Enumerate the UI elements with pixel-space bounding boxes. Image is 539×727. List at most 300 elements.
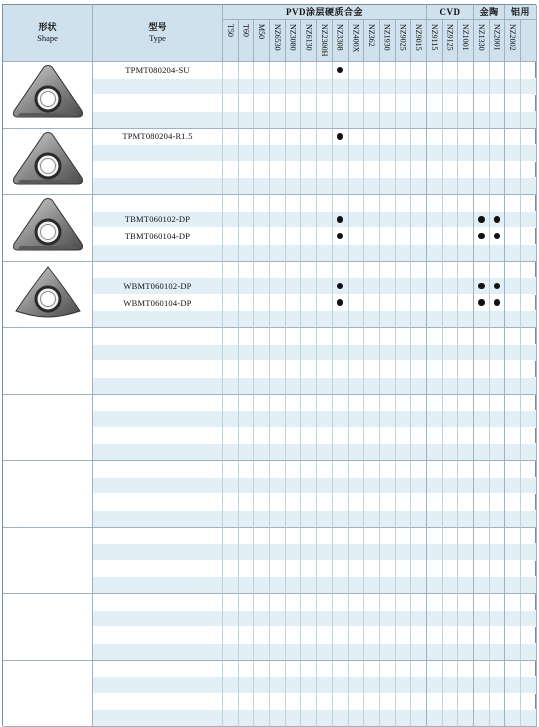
grade-subrow bbox=[505, 511, 520, 527]
grade-subrow bbox=[521, 129, 536, 146]
grade-cell bbox=[364, 395, 380, 462]
type-subrow bbox=[93, 710, 222, 726]
grade-cell bbox=[270, 262, 286, 329]
grade-subrow bbox=[380, 494, 395, 511]
grade-cell bbox=[270, 528, 286, 595]
grade-subrow bbox=[521, 262, 536, 279]
grade-subrow bbox=[474, 478, 489, 495]
grade-subrow bbox=[364, 278, 379, 295]
grade-subrow bbox=[364, 228, 379, 245]
grade-cell bbox=[301, 528, 317, 595]
grade-subrow bbox=[411, 511, 426, 527]
grade-subrow bbox=[270, 178, 285, 194]
grade-subrow bbox=[333, 528, 348, 545]
grade-subrow bbox=[223, 627, 238, 644]
type-subrow bbox=[93, 511, 222, 527]
header-grade: NZ9125 bbox=[443, 20, 459, 62]
grade-subrow bbox=[411, 112, 426, 128]
grade-subrow bbox=[505, 577, 520, 593]
type-cell bbox=[93, 594, 223, 661]
grade-subrow bbox=[301, 444, 316, 460]
grade-subrow bbox=[333, 311, 348, 327]
header-shape-en: Shape bbox=[37, 33, 58, 43]
grade-subrow bbox=[427, 461, 442, 478]
grade-subrow bbox=[380, 262, 395, 279]
grade-subrow bbox=[521, 162, 536, 179]
grade-subrow bbox=[443, 195, 458, 212]
grade-cell bbox=[223, 594, 239, 661]
grade-subrow bbox=[239, 461, 254, 478]
grade-subrow bbox=[396, 345, 411, 362]
grade-subrow bbox=[474, 311, 489, 327]
grade-subrow bbox=[364, 361, 379, 378]
grade-subrow bbox=[239, 62, 254, 79]
grade-subrow bbox=[411, 228, 426, 245]
grade-subrow bbox=[490, 378, 505, 394]
grade-subrow bbox=[317, 544, 332, 561]
grade-cell bbox=[270, 461, 286, 528]
grade-subrow bbox=[223, 478, 238, 495]
grade-subrow bbox=[286, 644, 301, 660]
grade-subrow bbox=[239, 129, 254, 146]
grade-subrow bbox=[505, 95, 520, 112]
grade-subrow bbox=[317, 195, 332, 212]
grade-subrow bbox=[521, 228, 536, 245]
grade-subrow bbox=[254, 611, 269, 628]
grade-subrow bbox=[286, 95, 301, 112]
grade-subrow bbox=[349, 661, 364, 678]
grade-subrow bbox=[301, 428, 316, 445]
grade-cell bbox=[521, 395, 537, 462]
header-group: 金陶 bbox=[474, 5, 505, 20]
grade-subrow bbox=[239, 544, 254, 561]
grade-subrow bbox=[223, 444, 238, 460]
grade-cell bbox=[474, 129, 490, 196]
type-subrow bbox=[93, 561, 222, 578]
grade-subrow bbox=[505, 311, 520, 327]
header-grade bbox=[521, 20, 537, 62]
header-grade: T60 bbox=[239, 20, 255, 62]
grade-subrow bbox=[333, 661, 348, 678]
grade-subrow bbox=[286, 328, 301, 345]
grade-subrow bbox=[317, 561, 332, 578]
grade-subrow bbox=[364, 245, 379, 261]
grade-subrow bbox=[364, 444, 379, 460]
type-code: TBMT060104-DP bbox=[124, 231, 191, 242]
grade-subrow bbox=[286, 478, 301, 495]
grade-subrow bbox=[364, 311, 379, 327]
grade-cell bbox=[505, 328, 521, 395]
grade-subrow bbox=[317, 611, 332, 628]
grade-subrow bbox=[521, 627, 536, 644]
grade-subrow bbox=[443, 212, 458, 229]
grade-subrow bbox=[270, 228, 285, 245]
grade-subrow bbox=[380, 228, 395, 245]
grade-subrow bbox=[239, 627, 254, 644]
type-subrow bbox=[93, 611, 222, 628]
grade-subrow bbox=[333, 694, 348, 711]
grade-subrow bbox=[301, 461, 316, 478]
grade-subrow bbox=[333, 461, 348, 478]
grade-subrow bbox=[239, 262, 254, 279]
grade-cell bbox=[505, 195, 521, 262]
header-type-cn: 型号 bbox=[148, 22, 167, 32]
grade-subrow bbox=[490, 494, 505, 511]
grade-subrow bbox=[239, 95, 254, 112]
grade-subrow bbox=[317, 129, 332, 146]
grade-cell bbox=[411, 594, 427, 661]
grade-subrow bbox=[254, 79, 269, 96]
grade-subrow bbox=[380, 577, 395, 593]
grade-subrow bbox=[349, 561, 364, 578]
grade-subrow bbox=[349, 528, 364, 545]
grade-subrow bbox=[301, 710, 316, 726]
grade-cell bbox=[458, 328, 474, 395]
grade-subrow bbox=[411, 145, 426, 162]
grade-subrow bbox=[270, 361, 285, 378]
grade-cell bbox=[474, 328, 490, 395]
grade-cell bbox=[411, 661, 427, 727]
header-grade: NZ9025 bbox=[396, 20, 412, 62]
grade-subrow bbox=[317, 411, 332, 428]
grade-cell bbox=[474, 195, 490, 262]
grade-subrow bbox=[333, 62, 348, 79]
grade-subrow bbox=[490, 112, 505, 128]
grade-subrow bbox=[411, 644, 426, 660]
recommended-dot-icon bbox=[337, 216, 344, 223]
grade-subrow bbox=[223, 129, 238, 146]
grade-subrow bbox=[490, 444, 505, 460]
grade-subrow bbox=[270, 528, 285, 545]
grade-subrow bbox=[427, 378, 442, 394]
grade-subrow bbox=[505, 262, 520, 279]
grade-subrow bbox=[443, 311, 458, 327]
grade-subrow bbox=[458, 228, 473, 245]
grade-cell bbox=[223, 328, 239, 395]
grade-subrow bbox=[505, 79, 520, 96]
grade-subrow bbox=[474, 411, 489, 428]
grade-cell bbox=[239, 328, 255, 395]
grade-subrow bbox=[286, 361, 301, 378]
header-group: 铝用 bbox=[505, 5, 536, 20]
grade-subrow bbox=[349, 611, 364, 628]
grade-subrow bbox=[286, 195, 301, 212]
grade-subrow bbox=[317, 228, 332, 245]
grade-subrow bbox=[411, 677, 426, 694]
grade-subrow bbox=[349, 694, 364, 711]
grade-subrow bbox=[380, 694, 395, 711]
grade-subrow bbox=[443, 395, 458, 412]
type-subrow bbox=[93, 428, 222, 445]
grade-subrow bbox=[474, 212, 489, 229]
grade-subrow bbox=[458, 95, 473, 112]
grade-subrow bbox=[270, 62, 285, 79]
grade-cell bbox=[380, 328, 396, 395]
grade-subrow bbox=[458, 677, 473, 694]
grade-cell bbox=[458, 195, 474, 262]
grade-subrow bbox=[254, 644, 269, 660]
grade-cell bbox=[333, 528, 349, 595]
grade-subrow bbox=[474, 278, 489, 295]
grade-subrow bbox=[317, 62, 332, 79]
grade-subrow bbox=[474, 378, 489, 394]
grade-subrow bbox=[254, 278, 269, 295]
grade-subrow bbox=[490, 661, 505, 678]
grade-cell bbox=[380, 129, 396, 196]
header-grade: NZ6130 bbox=[301, 20, 317, 62]
grade-subrow bbox=[443, 444, 458, 460]
grade-subrow bbox=[505, 62, 520, 79]
grade-subrow bbox=[521, 328, 536, 345]
grade-subrow bbox=[286, 561, 301, 578]
grade-subrow bbox=[427, 611, 442, 628]
grade-cell bbox=[490, 328, 506, 395]
type-subrow bbox=[93, 594, 222, 611]
shape-cell bbox=[3, 528, 93, 595]
grade-cell bbox=[301, 262, 317, 329]
grade-subrow bbox=[270, 694, 285, 711]
grade-subrow bbox=[411, 395, 426, 412]
grade-subrow bbox=[239, 644, 254, 660]
grade-subrow bbox=[364, 627, 379, 644]
grade-cell bbox=[427, 62, 443, 129]
grade-subrow bbox=[317, 478, 332, 495]
grade-subrow bbox=[349, 262, 364, 279]
grade-subrow bbox=[301, 112, 316, 128]
grade-subrow bbox=[490, 411, 505, 428]
grade-subrow bbox=[301, 395, 316, 412]
grade-subrow bbox=[427, 345, 442, 362]
grade-subrow bbox=[521, 710, 536, 726]
grade-subrow bbox=[458, 528, 473, 545]
grade-subrow bbox=[349, 428, 364, 445]
grade-subrow bbox=[380, 710, 395, 726]
grade-subrow bbox=[333, 494, 348, 511]
grade-subrow bbox=[301, 677, 316, 694]
type-subrow bbox=[93, 262, 222, 279]
grade-cell bbox=[286, 62, 302, 129]
grade-subrow bbox=[364, 411, 379, 428]
grade-subrow bbox=[490, 677, 505, 694]
grade-subrow bbox=[411, 245, 426, 261]
type-subrow bbox=[93, 245, 222, 261]
grade-subrow bbox=[458, 62, 473, 79]
grade-subrow bbox=[270, 611, 285, 628]
type-subrow bbox=[93, 478, 222, 495]
recommended-dot-icon bbox=[478, 233, 485, 240]
type-code: TPMT080204-SU bbox=[125, 64, 190, 75]
grade-subrow bbox=[364, 212, 379, 229]
grade-cell bbox=[364, 129, 380, 196]
grade-subrow bbox=[239, 311, 254, 327]
grade-subrow bbox=[505, 228, 520, 245]
grade-cell bbox=[301, 328, 317, 395]
grade-subrow bbox=[474, 129, 489, 146]
grade-subrow bbox=[317, 79, 332, 96]
grade-subrow bbox=[490, 311, 505, 327]
grade-subrow bbox=[270, 544, 285, 561]
recommended-dot-icon bbox=[337, 299, 344, 306]
type-cell bbox=[93, 328, 223, 395]
recommended-dot-icon bbox=[494, 216, 501, 223]
grade-subrow bbox=[349, 361, 364, 378]
grade-cell bbox=[254, 62, 270, 129]
grade-subrow bbox=[458, 311, 473, 327]
grade-subrow bbox=[411, 444, 426, 460]
grade-cell bbox=[333, 328, 349, 395]
grade-subrow bbox=[396, 444, 411, 460]
grade-cell bbox=[286, 328, 302, 395]
recommended-dot-icon bbox=[337, 283, 344, 290]
grade-subrow bbox=[286, 611, 301, 628]
grade-subrow bbox=[239, 577, 254, 593]
grade-subrow bbox=[254, 677, 269, 694]
grade-subrow bbox=[380, 245, 395, 261]
grade-subrow bbox=[521, 428, 536, 445]
grade-subrow bbox=[490, 561, 505, 578]
grade-cell bbox=[505, 661, 521, 727]
grade-subrow bbox=[474, 544, 489, 561]
grade-cell bbox=[270, 661, 286, 727]
grade-subrow bbox=[490, 278, 505, 295]
grade-cell bbox=[349, 661, 365, 727]
grade-subrow bbox=[443, 694, 458, 711]
grade-subrow bbox=[364, 178, 379, 194]
grade-subrow bbox=[223, 278, 238, 295]
grade-subrow bbox=[490, 428, 505, 445]
grade-subrow bbox=[505, 328, 520, 345]
grade-cell bbox=[270, 129, 286, 196]
type-code: TPMT080204-R1.5 bbox=[122, 131, 193, 142]
grade-subrow bbox=[317, 145, 332, 162]
grade-subrow bbox=[396, 95, 411, 112]
grade-cell bbox=[364, 62, 380, 129]
grade-cell bbox=[380, 461, 396, 528]
grade-subrow bbox=[301, 594, 316, 611]
grade-subrow bbox=[458, 461, 473, 478]
grade-subrow bbox=[458, 178, 473, 194]
grade-subrow bbox=[254, 378, 269, 394]
grade-subrow bbox=[427, 395, 442, 412]
grade-subrow bbox=[521, 95, 536, 112]
grade-cell bbox=[239, 195, 255, 262]
grade-subrow bbox=[380, 328, 395, 345]
grade-subrow bbox=[427, 627, 442, 644]
grade-subrow bbox=[443, 478, 458, 495]
grade-subrow bbox=[317, 511, 332, 527]
grade-subrow bbox=[521, 528, 536, 545]
grade-subrow bbox=[254, 95, 269, 112]
grade-subrow bbox=[490, 262, 505, 279]
grade-subrow bbox=[239, 661, 254, 678]
grade-subrow bbox=[270, 145, 285, 162]
grade-subrow bbox=[505, 295, 520, 312]
recommended-dot-icon bbox=[494, 299, 501, 306]
grade-subrow bbox=[301, 278, 316, 295]
grade-subrow bbox=[521, 378, 536, 394]
grade-subrow bbox=[458, 478, 473, 495]
grade-subrow bbox=[396, 162, 411, 179]
grade-subrow bbox=[317, 328, 332, 345]
grade-subrow bbox=[286, 661, 301, 678]
grade-subrow bbox=[364, 644, 379, 660]
grade-subrow bbox=[474, 694, 489, 711]
grade-subrow bbox=[521, 661, 536, 678]
grade-subrow bbox=[474, 178, 489, 194]
grade-subrow bbox=[427, 361, 442, 378]
grade-subrow bbox=[223, 245, 238, 261]
grade-cell bbox=[521, 195, 537, 262]
grade-subrow bbox=[223, 544, 238, 561]
grade-subrow bbox=[411, 461, 426, 478]
grade-cell bbox=[443, 328, 459, 395]
grade-subrow bbox=[254, 295, 269, 312]
grade-subrow bbox=[349, 494, 364, 511]
type-subrow bbox=[93, 395, 222, 412]
header-grade: NZ2001 bbox=[490, 20, 506, 62]
grade-subrow bbox=[411, 544, 426, 561]
grade-cell bbox=[396, 195, 412, 262]
grade-subrow bbox=[474, 295, 489, 312]
grade-subrow bbox=[474, 245, 489, 261]
grade-subrow bbox=[239, 328, 254, 345]
grade-subrow bbox=[239, 195, 254, 212]
grade-subrow bbox=[490, 644, 505, 660]
grade-cell bbox=[286, 528, 302, 595]
grade-cell bbox=[505, 62, 521, 129]
grade-subrow bbox=[317, 461, 332, 478]
recommended-dot-icon bbox=[494, 283, 501, 290]
grade-subrow bbox=[286, 62, 301, 79]
grade-subrow bbox=[458, 594, 473, 611]
grade-subrow bbox=[443, 661, 458, 678]
grade-subrow bbox=[474, 511, 489, 527]
header-grade: M50 bbox=[254, 20, 270, 62]
grade-subrow bbox=[333, 511, 348, 527]
grade-cell bbox=[411, 129, 427, 196]
grade-cell bbox=[349, 461, 365, 528]
grade-subrow bbox=[411, 661, 426, 678]
grade-subrow bbox=[223, 710, 238, 726]
grade-cell bbox=[333, 62, 349, 129]
grade-subrow bbox=[317, 345, 332, 362]
grade-subrow bbox=[427, 677, 442, 694]
grade-subrow bbox=[364, 262, 379, 279]
grade-subrow bbox=[458, 627, 473, 644]
grade-subrow bbox=[396, 411, 411, 428]
grade-subrow bbox=[443, 544, 458, 561]
grade-subrow bbox=[270, 245, 285, 261]
grade-subrow bbox=[490, 95, 505, 112]
grade-subrow bbox=[427, 411, 442, 428]
type-subrow bbox=[93, 212, 222, 229]
triangle-insert-su-icon bbox=[10, 63, 86, 126]
grade-subrow bbox=[505, 212, 520, 229]
grade-cell bbox=[396, 328, 412, 395]
grade-cell bbox=[349, 195, 365, 262]
grade-cell bbox=[380, 62, 396, 129]
grade-subrow bbox=[490, 345, 505, 362]
grade-subrow bbox=[427, 694, 442, 711]
grade-subrow bbox=[521, 178, 536, 194]
grade-subrow bbox=[254, 411, 269, 428]
grade-subrow bbox=[521, 79, 536, 96]
grade-subrow bbox=[411, 328, 426, 345]
grade-subrow bbox=[505, 694, 520, 711]
grade-subrow bbox=[333, 627, 348, 644]
grade-subrow bbox=[490, 361, 505, 378]
grade-subrow bbox=[349, 79, 364, 96]
